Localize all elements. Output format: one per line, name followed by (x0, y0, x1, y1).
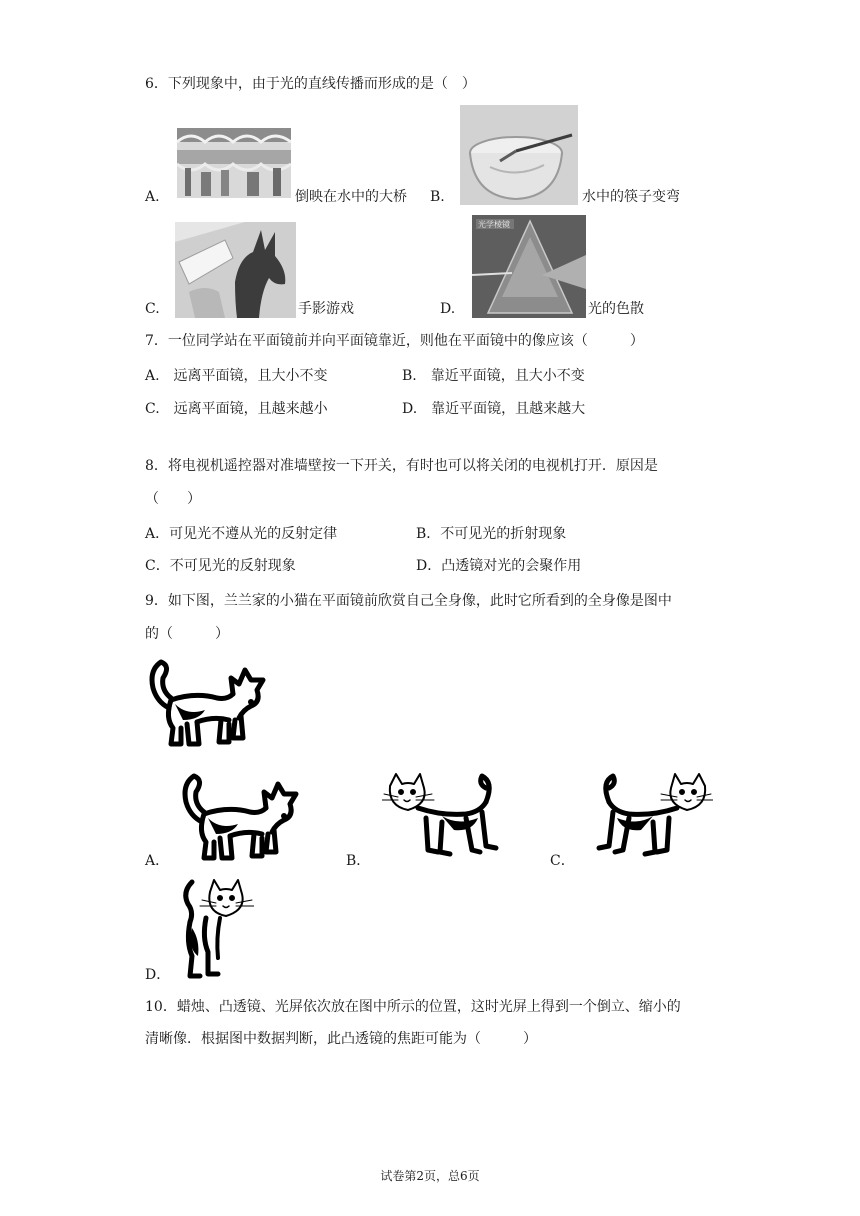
q6-option-a-text: 倒映在水中的大桥 (295, 189, 407, 205)
q6-option-b-text: 水中的筷子变弯 (582, 189, 680, 205)
cat-original-illustration (147, 658, 273, 750)
q9-stem-line2: 的（ ） (145, 626, 229, 642)
q10-stem-line1: 10．蜡烛、凸透镜、光屏依次放在图中所示的位置，这时光屏上得到一个倒立、缩小的 (145, 999, 681, 1015)
q6-stem: 6．下列现象中，由于光的直线传播而形成的是（ ） (145, 76, 476, 92)
q10-stem-line2: 清晰像．根据图中数据判断，此凸透镜的焦距可能为（ ） (145, 1031, 537, 1047)
cat-option-a-illustration (180, 772, 304, 864)
q7-option-d: D. 靠近平面镜，且越来越大 (402, 401, 586, 417)
q7-option-a: A. 远离平面镜，且大小不变 (145, 368, 328, 384)
q6-option-c-text: 手影游戏 (298, 301, 354, 317)
q9-option-a-label: A． (145, 853, 170, 869)
q9-option-b-label: B． (346, 853, 371, 869)
cat-option-d-illustration (180, 878, 254, 982)
q6-option-d-text: 光的色散 (588, 301, 644, 317)
q8-option-c: C．不可见光的反射现象 (145, 558, 296, 574)
q8-option-b: B．不可见光的折射现象 (416, 526, 567, 542)
page-footer: 试卷第2页，总6页 (380, 1169, 480, 1183)
bridge-reflection-photo (177, 128, 291, 198)
q6-option-a-label: A. (145, 189, 160, 205)
q6-option-b-label: B. (430, 189, 445, 205)
hand-shadow-photo (175, 222, 296, 318)
prism-caption: 光学棱镜 (478, 220, 510, 229)
q9-stem-line1: 9．如下图，兰兰家的小猫在平面镜前欣赏自己全身像，此时它所看到的全身像是图中 (145, 593, 672, 609)
q8-option-d: D．凸透镜对光的会聚作用 (416, 558, 582, 574)
prism-dispersion-photo (472, 215, 586, 318)
q8-stem-line2: （ ） (145, 491, 201, 507)
q6-option-d-label: D. (440, 301, 456, 317)
q9-option-c-label: C． (550, 853, 575, 869)
q8-option-a: A．可见光不遵从光的反射定律 (145, 526, 338, 542)
q9-option-d-label: D． (145, 967, 171, 983)
q7-option-c: C. 远离平面镜，且越来越小 (145, 401, 328, 417)
q6-option-c-label: C. (145, 301, 160, 317)
q7-option-b: B. 靠近平面镜，且大小不变 (402, 368, 585, 384)
chopsticks-bowl-photo (460, 105, 578, 205)
cat-option-c-illustration (585, 772, 713, 866)
q8-stem-line1: 8．将电视机遥控器对准墙壁按一下开关，有时也可以将关闭的电视机打开．原因是 (145, 458, 658, 474)
q7-stem: 7．一位同学站在平面镜前并向平面镜靠近，则他在平面镜中的像应该（ ） (145, 333, 644, 349)
cat-option-b-illustration (382, 772, 510, 866)
